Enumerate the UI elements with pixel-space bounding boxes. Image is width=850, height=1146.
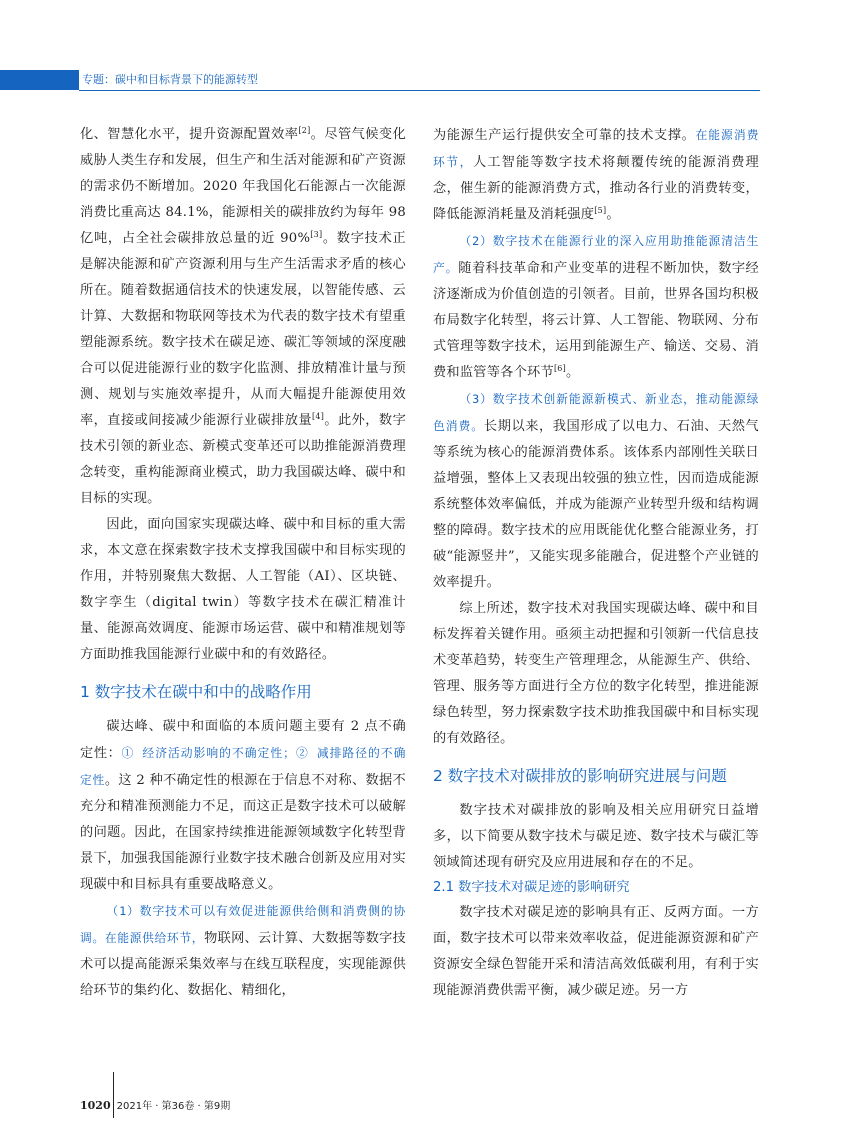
highlight-uncertainties: ① 经济活动影响的不确定性；② 减排路径的不确定性 <box>80 746 407 787</box>
paragraph-point-2: （2）数字技术在能源行业的深入应用助推能源清洁生产。随着科技革命和产业变革的进程不断加快，数字经济逐渐成为价值创造的引领者。目前，世界各国均积极布局数字化转型，将云计算、人工智能、物联网、分布式管理等数字技术，运用到能源生产、输送、交易、消费和监管等各个环节[6]。 <box>433 234 759 380</box>
paragraph-carbon-footprint: 数字技术对碳足迹的影响具有正、反两方面。一方面，数字技术可以带来效率收益，促进能源资源和矿产资源安全绿色智能开采和清洁高效低碳利用，有利于实现能源消费供需平衡，减少碳足迹。另一方 <box>433 905 759 998</box>
citation-4[interactable]: [4] <box>312 412 325 421</box>
section-heading-1: 1 数字技术在碳中和中的战略作用 <box>80 683 312 701</box>
footer-divider <box>113 1072 114 1118</box>
left-column <box>80 122 406 1004</box>
highlight-point-1: （1）数字技术可以有效促进能源供给侧和消费侧的协调。在能源供给环节， <box>80 904 406 945</box>
citation-5[interactable]: [5] <box>594 206 607 215</box>
header-rule <box>79 90 760 91</box>
paragraph-point-1: （1）数字技术可以有效促进能源供给侧和消费侧的协调。在能源供给环节，物联网、云计算、大数据等数字技术可以提高能源采集效率与在线互联程度，实现能源供给环节的集约化、数据化、精细化， <box>80 904 406 998</box>
paragraph-section-2-intro: 数字技术对碳排放的影响及相关应用研究日益增多，以下简要从数字技术与碳足迹、数字技术与碳汇等领域简述现有研究及应用进展和存在的不足。 <box>433 803 759 870</box>
running-header-title: 专题：碳中和目标背景下的能源转型 <box>82 73 258 86</box>
page-footer <box>80 1070 230 1116</box>
citation-6[interactable]: [6] <box>553 364 567 373</box>
page-number: 1020 <box>80 1099 111 1112</box>
right-column <box>433 122 759 1004</box>
paragraph-purpose: 因此，面向国家实现碳达峰、碳中和目标的重大需求，本文意在探索数字技术支撑我国碳中和目标实现的作用，并特别聚焦大数据、人工智能（AI）、区块链、数字孪生（digital twin）等数字技术在碳汇精准计量、能源高效调度、能源市场运营、碳中和精准规划等方面助推我国能源行业碳中和的有效路径。 <box>80 517 406 662</box>
paragraph-point-3: （3）数字技术创新能源新模式、新业态，推动能源绿色消费。长期以来，我国形成了以电力、石油、天然气等系统为核心的能源消费体系。该体系内部刚性关联日益增强，整体上又表现出较强的独立性，因而造成能源系统整体效率偏低，并成为能源产业转型升级和结构调整的障碍。数字技术的应用既能优化整合能源业务，打破“能源竖井”，又能实现多能融合，促进整个产业链的效率提升。 <box>433 392 759 590</box>
paragraph-summary: 综上所述，数字技术对我国实现碳达峰、碳中和目标发挥着关键作用。亟须主动把握和引领新一代信息技术变革趋势，转变生产管理理念，从能源生产、供给、管理、服务等方面进行全方位的数字化转型，推进能源绿色转型，努力探索数字技术助推我国碳中和目标实现的有效路径。 <box>433 601 759 746</box>
paragraph-point-1-continued: 为能源生产运行提供安全可靠的技术支撑。在能源消费环节，人工智能等数字技术将颠覆传统的能源消费理念，催生新的能源消费方式，推动各行业的消费转变，降低能源消耗量及消耗强度[5]。 <box>433 128 759 222</box>
paragraph-uncertainty: 碳达峰、碳中和面临的本质问题主要有 2 点不确定性：① 经济活动影响的不确定性；② 减排路径的不确定性。这 2 种不确定性的根源在于信息不对称、数据不充分和精准预测能力不足，而这正是数字技术可以破解的问题。因此，在国家持续推进能源领域数字化转型背景下，加强我国能源行业数字技术融合创新及应用对实现碳中和目标具有重要战略意义。 <box>80 719 407 892</box>
citation-2[interactable]: [2] <box>298 126 311 135</box>
section-heading-2: 2 数字技术对碳排放的影响研究进展与问题 <box>433 767 727 785</box>
paragraph-intro-continued: 化、智慧化水平，提升资源配置效率[2]。尽管气候变化威胁人类生存和发展，但生产和生活对能源和矿产资源的需求仍不断增加。2020 年我国化石能源占一次能源消费比重高达 84.1%，能源相关的碳排放约为每年 98 亿吨，占全社会碳排放总量的近 90%[3]。数字技术正是解决能源和矿产资源利用与生产生活需求矛盾的核心所在。随着数据通信技术的快速发展，以智能传感、云计算、大数据和物联网等技术为代表的数字技术有望重塑能源系统。数字技术在碳足迹、碳汇等领域的深度融合可以促进能源行业的数字化监测、排放精准计量与预测、规划与实施效率提升，从而大幅提升能源使用效率，直接或间接减少能源行业碳排放量[4]。此外，数字技术引领的新业态、新模式变革还可以助推能源消费理念转变，重构能源商业模式，助力我国碳达峰、碳中和目标的实现。 <box>80 126 407 506</box>
subsection-heading-2-1: 2.1 数字技术对碳足迹的影响研究 <box>433 880 630 895</box>
header-color-band <box>0 70 79 90</box>
highlight-point-3: （3）数字技术创新能源新模式、新业态，推动能源绿色消费。 <box>433 392 759 433</box>
highlight-point-2: （2）数字技术在能源行业的深入应用助推能源清洁生产。 <box>433 234 759 275</box>
journal-issue: 2021年 · 第36卷 · 第9期 <box>116 1101 231 1112</box>
highlight-consumption: 在能源消费环节， <box>433 128 759 169</box>
citation-3[interactable]: [3] <box>310 230 323 239</box>
